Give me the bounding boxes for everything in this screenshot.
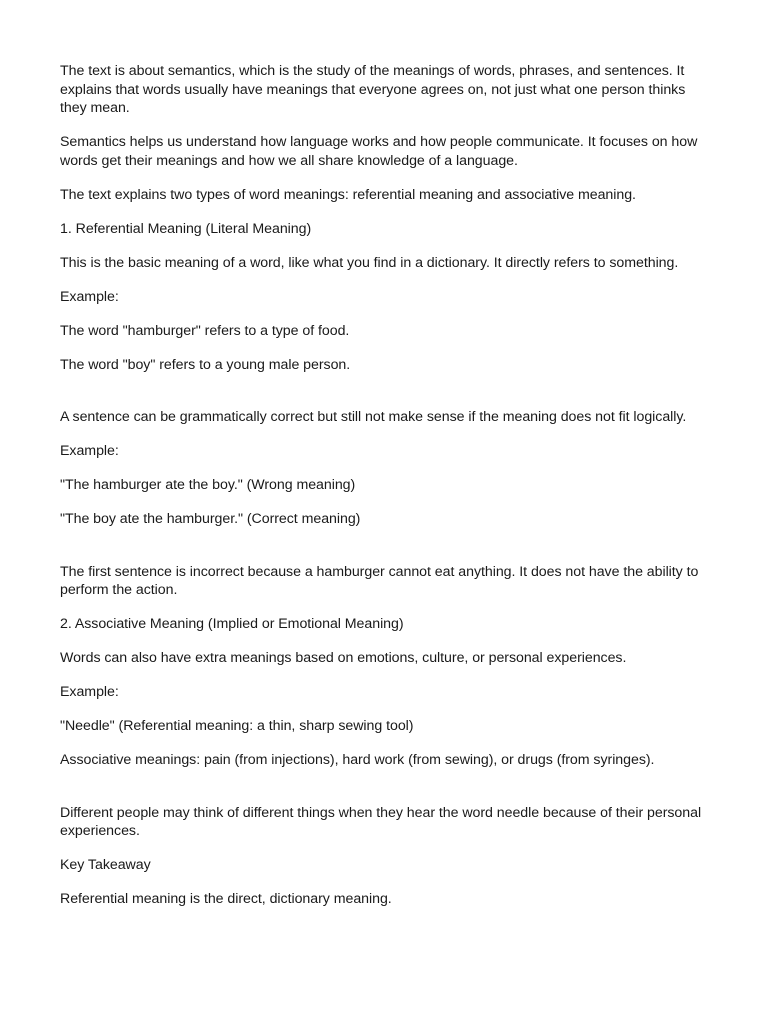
paragraph-intro: The text is about semantics, which is the study of the meanings of words, phrases, and sentences. It explains that words usually have meanings that everyone agrees on, not just what one person thinks they mean. <box>60 63 686 116</box>
example-label: Example: <box>60 443 119 459</box>
example-boy: The word "boy" refers to a young male person. <box>60 356 351 373</box>
document-body <box>60 62 712 924</box>
example-associative-meanings: Associative meanings: pain (from injections), hard work (from sewing), or drugs (from syringes). <box>60 752 655 768</box>
paragraph-grammar: A sentence can be grammatically correct but still not make sense if the meaning does not fit logically. <box>60 409 687 425</box>
heading-associative: 2. Associative Meaning (Implied or Emotional Meaning) <box>60 616 404 632</box>
example-label: Example: <box>60 684 119 700</box>
example-needle: "Needle" (Referential meaning: a thin, sharp sewing tool) <box>60 718 414 734</box>
heading-key-takeaway: Key Takeaway <box>60 857 151 873</box>
paragraph-semantics: Semantics helps us understand how language works and how people communicate. It focuses on how words get their meanings and how we all share knowledge of a language. <box>60 134 698 169</box>
paragraph-different-people: Different people may think of different things when they hear the word needle because of their personal experiences. <box>60 804 702 839</box>
example-correct-meaning: "The boy ate the hamburger." (Correct meaning) <box>60 511 361 527</box>
paragraph-associative-def: Words can also have extra meanings based on emotions, culture, or personal experiences. <box>60 650 627 666</box>
example-wrong-meaning: "The hamburger ate the boy." (Wrong meaning) <box>60 477 356 493</box>
example-hamburger: The word "hamburger" refers to a type of food. <box>60 322 350 339</box>
example-label: Example: <box>60 288 119 305</box>
paragraph-takeaway: Referential meaning is the direct, dictionary meaning. <box>60 891 392 907</box>
paragraph-referential-def: This is the basic meaning of a word, like what you find in a dictionary. It directly refers to something. <box>60 254 679 271</box>
paragraph-explanation: The first sentence is incorrect because a hamburger cannot eat anything. It does not have the ability to perform the action. <box>60 563 699 598</box>
paragraph-types: The text explains two types of word meanings: referential meaning and associative meaning. <box>60 186 636 203</box>
heading-referential: 1. Referential Meaning (Literal Meaning) <box>60 220 312 237</box>
